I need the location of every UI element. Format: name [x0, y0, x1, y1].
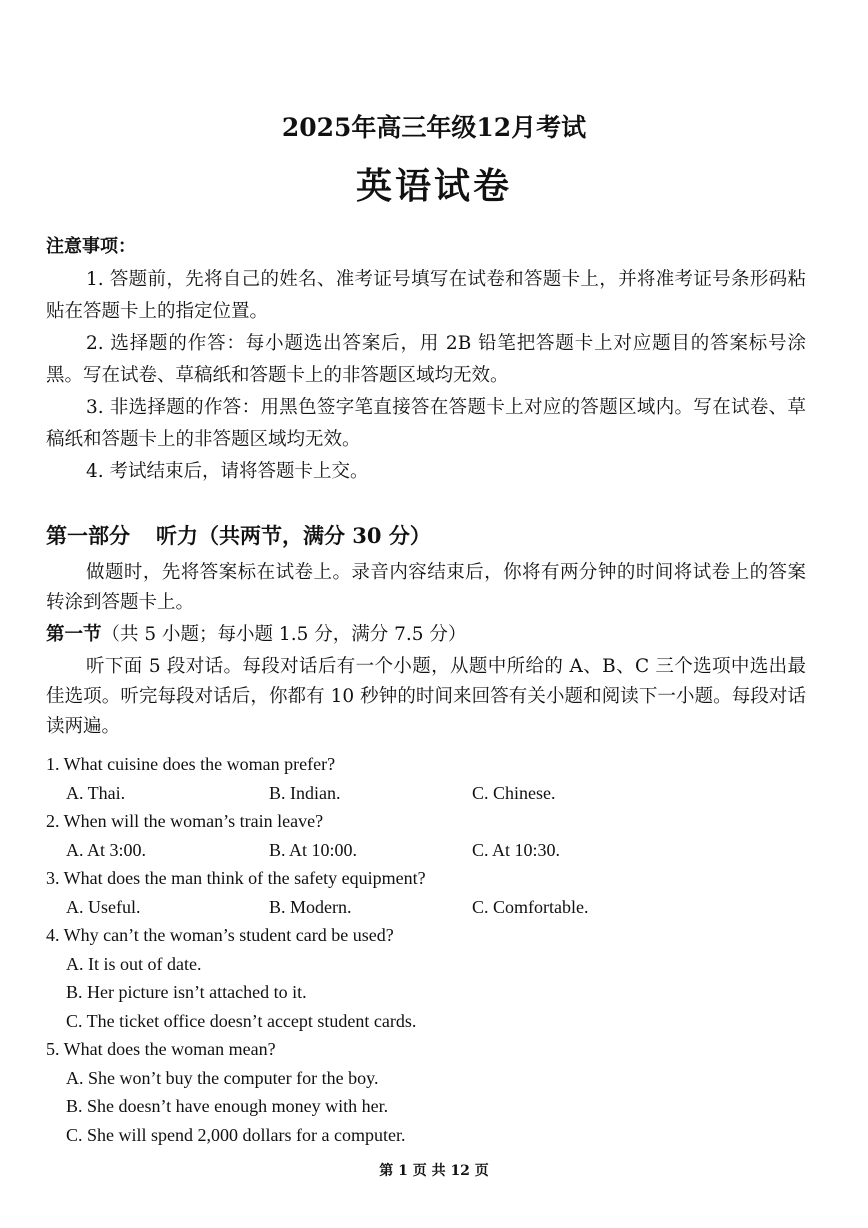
option: A. It is out of date.: [66, 953, 202, 974]
paper-title: 英语试卷: [355, 165, 512, 207]
part-name: 第一部分: [46, 523, 130, 548]
notice-heading: 注意事项：: [46, 236, 136, 257]
notice-item-1: 1. 答题前，先将自己的姓名、准考证号填写在试卷和答题卡上，并将准考证号条形码粘贴在答题卡上的指定位置。: [46, 269, 806, 322]
option: B. Indian.: [269, 782, 341, 803]
option: B. She doesn’t have enough money with her.: [66, 1096, 389, 1116]
part-heading: 听力（共两节，满分 30 分）: [156, 523, 431, 548]
option: A. She won’t buy the computer for the boy.: [66, 1067, 379, 1088]
option: C. She will spend 2,000 dollars for a computer.: [66, 1124, 406, 1145]
exam-title: 2025年高三年级12月考试: [281, 113, 587, 142]
notice-list: [46, 264, 806, 488]
option: C. At 10:30.: [472, 839, 561, 860]
part-title: [46, 520, 431, 550]
option-row: [46, 893, 806, 922]
question-stem: 4. Why can’t the woman’s student card be used?: [46, 925, 394, 945]
option: A. Useful.: [66, 896, 141, 917]
part-intro-text: 做题时，先将答案标在试卷上。录音内容结束后，你将有两分钟的时间将试卷上的答案转涂到答题卡上。: [46, 562, 806, 613]
notice-item-2: 2. 选择题的作答：每小题选出答案后，用 2B 铅笔把答题卡上对应题目的答案标号涂黑。写在试卷、草稿纸和答题卡上的非答题区域均无效。: [46, 333, 806, 386]
option: C. The ticket office doesn’t accept student cards.: [66, 1010, 417, 1031]
page-number: 第 1 页 共 12 页: [379, 1163, 489, 1179]
option: B. Modern.: [269, 896, 352, 917]
option: A. Thai.: [66, 782, 126, 803]
question-stem: 3. What does the man think of the safety equipment?: [46, 868, 426, 888]
option-row: [46, 779, 806, 808]
option: C. Comfortable.: [472, 896, 589, 917]
question-stem: 1. What cuisine does the woman prefer?: [46, 754, 336, 774]
section-name: 第一节: [46, 624, 102, 645]
option-row: [46, 836, 806, 865]
question-list: [46, 750, 806, 1149]
question-stem: 2. When will the woman’s train leave?: [46, 811, 324, 831]
option: B. At 10:00.: [269, 839, 358, 860]
section-title: [46, 620, 466, 646]
section-instructions-text: 听下面 5 段对话。每段对话后有一个小题，从题中所给的 A、B、C 三个选项中选出最佳选项。听完每段对话后，你都有 10 秒钟的时间来回答有关小题和阅读下一小题。每段对话读两遍。: [46, 656, 806, 737]
question-stem: 5. What does the woman mean?: [46, 1039, 276, 1059]
section-info: （共 5 小题；每小题 1.5 分，满分 7.5 分）: [101, 624, 467, 645]
option: A. At 3:00.: [66, 839, 147, 860]
option: B. Her picture isn’t attached to it.: [66, 982, 307, 1002]
option: C. Chinese.: [472, 782, 556, 803]
section-instructions: [46, 652, 806, 742]
notice-item-3: 3. 非选择题的作答：用黑色签字笔直接答在答题卡上对应的答题区域内。写在试卷、草稿纸和答题卡上的非答题区域均无效。: [46, 397, 806, 450]
part-intro: [46, 558, 806, 618]
notice-item-4: 4. 考试结束后，请将答题卡上交。: [86, 461, 369, 482]
